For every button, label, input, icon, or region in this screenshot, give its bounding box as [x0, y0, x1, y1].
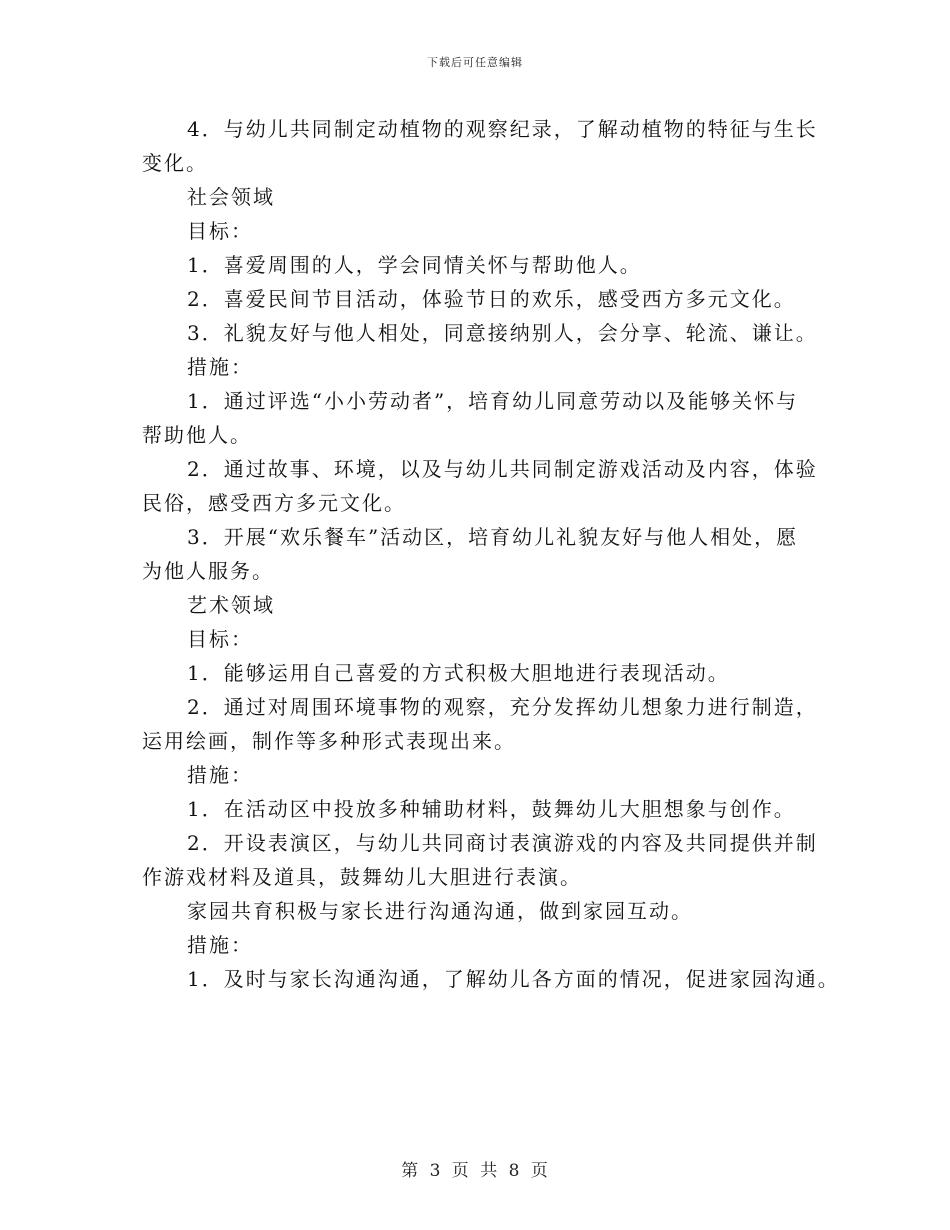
paragraph-line: 1．通过评选“小小劳动者”，培育幼儿同意劳动以及能够关怀与: [187, 389, 799, 413]
paragraph-line: 运用绘画，制作等多种形式表现出来。: [142, 729, 516, 753]
paragraph-line: 2．通过故事、环境，以及与幼儿共同制定游戏活动及内容，体验: [187, 457, 818, 481]
paragraph-line: 2．通过对周围环境事物的观察，充分发挥幼儿想象力进行制造，: [187, 695, 818, 719]
paragraph-line: 1．及时与家长沟通沟通，了解幼儿各方面的情况，促进家园沟通。: [187, 967, 840, 991]
document-body: [142, 112, 840, 996]
paragraph-line: 变化。: [142, 151, 208, 175]
paragraph-line: 1．在活动区中投放多种辅助材料，鼓舞幼儿大胆想象与创作。: [187, 797, 796, 821]
header-note: 下载后可任意编辑: [427, 56, 523, 69]
paragraph-line: 为他人服务。: [142, 559, 274, 583]
paragraph-line: 2．开设表演区，与幼儿共同商讨表演游戏的内容及共同提供并制: [187, 831, 818, 855]
section-heading-art: 艺术领域: [187, 593, 275, 617]
paragraph-line: 2．喜爱民间节目活动，体验节日的欢乐，感受西方多元文化。: [187, 287, 796, 311]
page-number: 第 3 页 共 8 页: [401, 1161, 549, 1181]
section-heading-home: 家园共育积极与家长进行沟通沟通，做到家园互动。: [187, 899, 693, 923]
paragraph-line: 3．开展“欢乐餐车”活动区，培育幼儿礼貌友好与他人相处，愿: [187, 525, 799, 549]
paragraph-line: 帮助他人。: [142, 423, 252, 447]
measures-label: 措施：: [187, 933, 253, 957]
paragraph-line: 4．与幼儿共同制定动植物的观察纪录，了解动植物的特征与生长: [187, 117, 818, 141]
paragraph-line: 1．能够运用自己喜爱的方式积极大胆地进行表现活动。: [187, 661, 730, 685]
measures-label: 措施：: [187, 763, 253, 787]
goals-label: 目标：: [187, 219, 253, 243]
paragraph-line: 1．喜爱周围的人，学会同情关怀与帮助他人。: [187, 253, 642, 277]
paragraph-line: 民俗，感受西方多元文化。: [142, 491, 406, 515]
goals-label: 目标：: [187, 627, 253, 651]
paragraph-line: 作游戏材料及道具，鼓舞幼儿大胆进行表演。: [142, 865, 582, 889]
section-heading-social: 社会领域: [187, 185, 275, 209]
paragraph-line: 3．礼貌友好与他人相处，同意接纳别人，会分享、轮流、谦让。: [187, 321, 818, 345]
measures-label: 措施：: [187, 355, 253, 379]
